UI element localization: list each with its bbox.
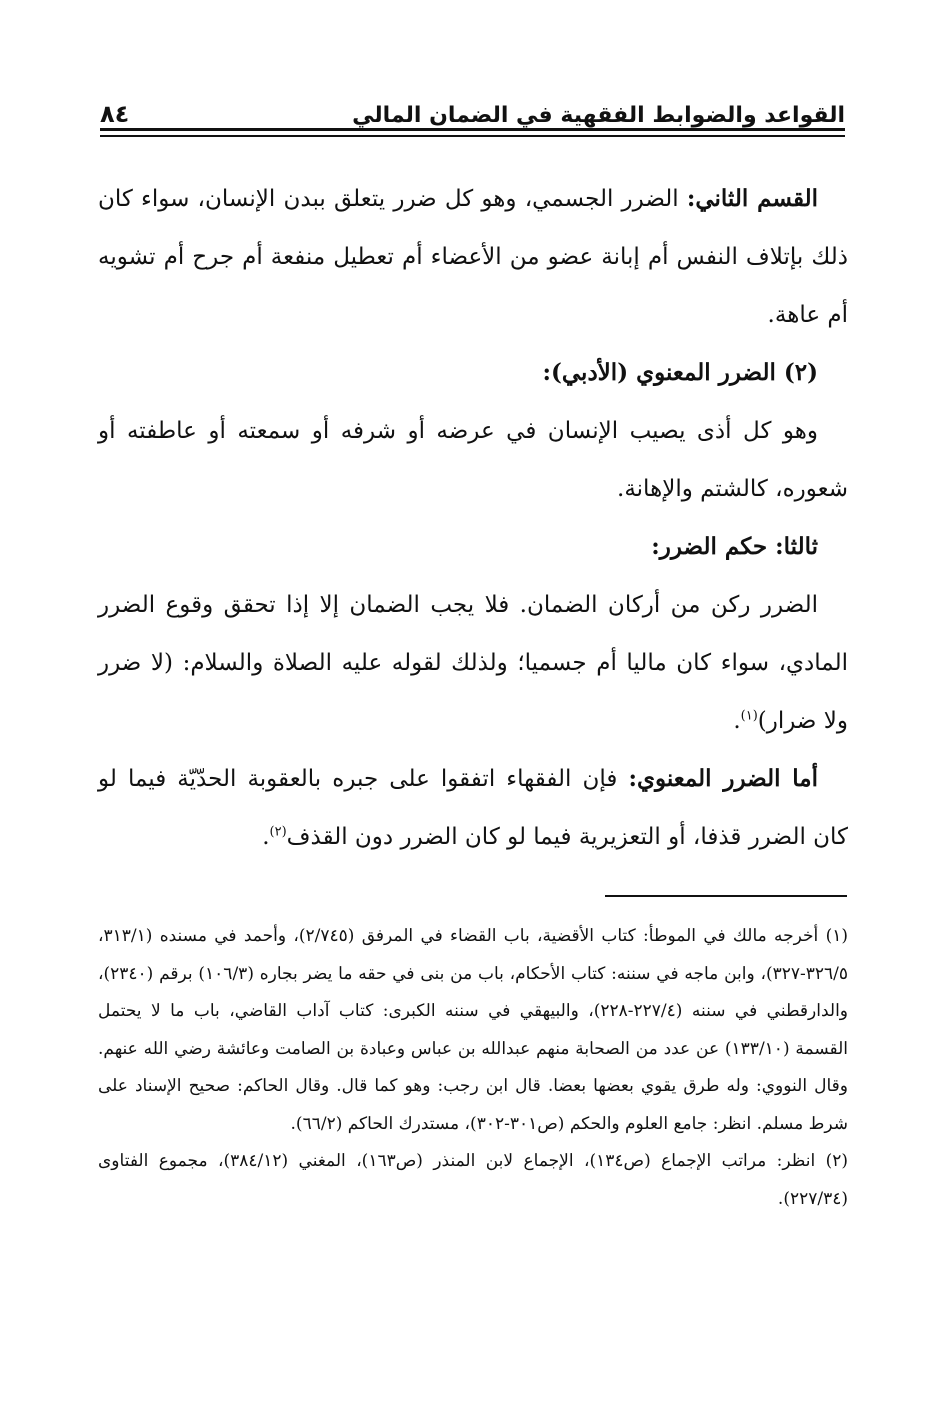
header-title: القواعد والضوابط الفقهية في الضمان المالي <box>352 103 845 128</box>
paragraph-text: الضرر الجسمي، وهو كل ضرر يتعلق ببدن الإنسان، سواء كان ذلك بإتلاف النفس أم إبانة عضو من الأعضاء أم تعطيل منفعة أم جرح أم تشويه أم عاهة. <box>98 186 848 328</box>
footnote-ref-2: (٢) <box>269 824 287 840</box>
footnotes <box>98 918 848 1218</box>
paragraph-end: . <box>262 824 270 850</box>
heading-moral-harm: (٢) الضرر المعنوي (الأدبي): <box>542 359 818 386</box>
paragraph-text: فإن الفقهاء اتفقوا على جبره بالعقوبة الحدّيّة فيما لو كان الضرر قذفا، أو التعزيرية فيما لو كان الضرر دون القذف <box>98 766 848 850</box>
paragraph-text: الضرر ركن من أركان الضمان. فلا يجب الضمان إلا إذا تحقق وقوع الضرر المادي، سواء كان ماليا أم جسميا؛ ولذلك لقوله عليه الصلاة والسلام: (لا ضرر ولا ضرار) <box>98 592 848 734</box>
heading-ruling: ثالثا: حكم الضرر: <box>651 533 818 560</box>
paragraph-end: . <box>733 708 741 734</box>
page-number: ٨٤ <box>100 100 130 128</box>
paragraph-lead: أما الضرر المعنوي: <box>628 765 819 792</box>
header-rule-thin <box>100 135 845 137</box>
footnote-2: (٢) انظر: مراتب الإجماع (ص١٣٤)، الإجماع لابن المنذر (ص١٦٣)، المغني (٣٨٤/١٢)، مجموع الفتاوى (٢٢٧/٣٤). <box>98 1151 849 1209</box>
paragraph-lead: القسم الثاني: <box>686 185 818 212</box>
paragraph-ruling <box>98 576 848 750</box>
paragraph-physical-harm <box>98 170 848 344</box>
paragraph-moral-harm: وهو كل أذى يصيب الإنسان في عرضه أو شرفه أو سمعته أو عاطفته أو شعوره، كالشتم والإهانة. <box>98 418 848 502</box>
footnote-separator <box>605 895 847 897</box>
header-rule-thick <box>100 128 845 131</box>
running-header <box>100 92 845 128</box>
footnote-1: (١) أخرجه مالك في الموطأ: كتاب الأقضية، باب القضاء في المرفق (٢/٧٤٥)، وأحمد في مسنده (٣١٣/١، ٣٢٦/٥-٣٢٧)، وابن ماجه في سننه: كتاب الأحكام، باب من بنى في حقه ما يضر بجاره (١٠٦/٣) برقم (٢٣٤٠)، والدارقطني في سننه (٢٢٧/٤-٢٢٨)، والبيهقي في سننه الكبرى: كتاب آداب القاضي، باب ما لا يحتمل القسمة (١٣٣/١٠) عن عدد من الصحابة منهم عبدالله بن عباس وعبادة بن الصامت وعائشة رضي الله عنهم. وقال النووي: وله طرق يقوي بعضها بعضا. قال ابن رجب: وهو كما قال. وقال الحاكم: صحيح الإسناد على شرط مسلم. انظر: جامع العلوم والحكم (ص٣٠١-٣٠٢)، مستدرك الحاكم (٦٦/٢). <box>98 926 848 1134</box>
footnote-ref-1: (١) <box>740 708 758 724</box>
paragraph-moral-ruling <box>98 750 848 866</box>
main-text <box>98 170 848 866</box>
